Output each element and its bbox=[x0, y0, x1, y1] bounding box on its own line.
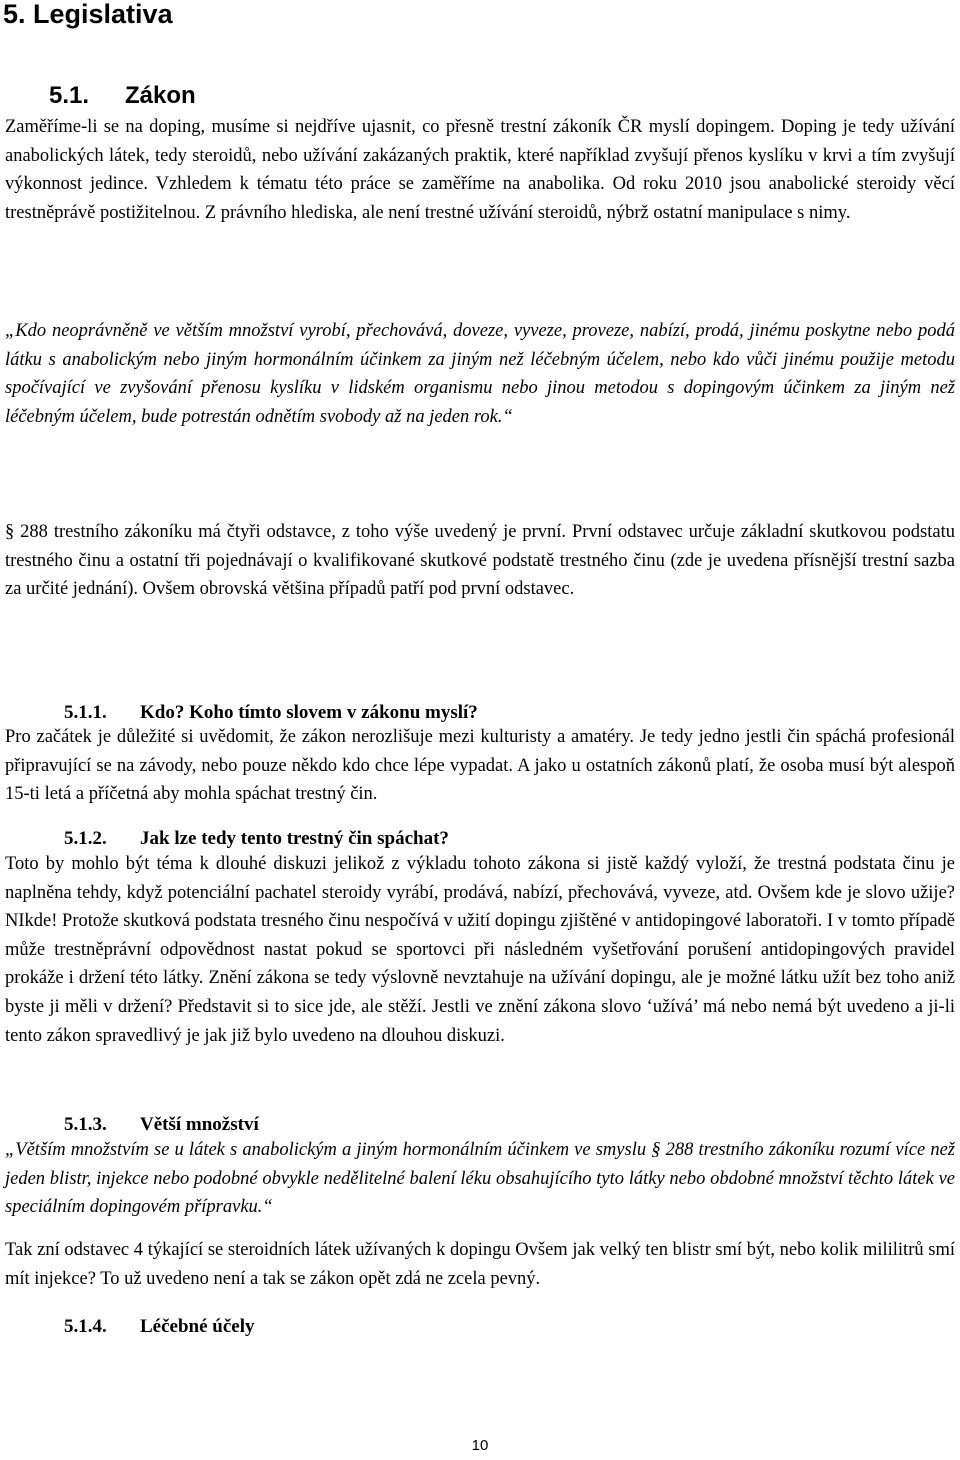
law-quote: „Kdo neoprávněně ve větším množství vyrobí, přechovává, doveze, vyveze, proveze, nabízí, prodá, jinému poskytne nebo podá látku s anabolickým nebo jiným hormonálním účinkem za jiným než léčebným účelem, nebo kdo vůči jinému použije metodu spočívající ve zvyšování přenosu kyslíku v lidském organismu nebo jinou metodou s dopingovým účinkem za jiným než léčebným účelem, bude potrestán odnětím svobody až na jeden rok.“ bbox=[5, 321, 955, 427]
subsection-title: Léčebné účely bbox=[140, 1316, 255, 1337]
who-paragraph: Pro začátek je důležité si uvědomit, že zákon nerozlišuje mezi kulturisty a amatéry. Je tedy jedno jestli čin spáchá profesionál připravující se na závody, nebo pouze někdo kdo chce lépe vypadat. A jako u ostatních zákonů platí, že osoba musí být alespoň 15-ti letá a příčetná aby mohla spáchat trestný čin. bbox=[5, 727, 955, 805]
subsection-title: Jak lze tedy tento trestný čin spáchat? bbox=[140, 828, 449, 849]
subsection-heading-512 bbox=[64, 826, 449, 852]
section-number: 5.1. bbox=[49, 82, 90, 109]
subsection-number: 5.1.4. bbox=[64, 1316, 107, 1337]
chapter-heading: 5. Legislativa bbox=[3, 0, 173, 29]
intro-paragraph: Zaměříme-li se na doping, musíme si nejdříve ujasnit, co přesně trestní zákoník ČR myslí dopingem. Doping je tedy užívání anabolických látek, tedy steroidů, nebo užívání zakázaných praktik, které například zvyšují přenos kyslíku v krvi a tím zvyšují výkonnost jedince. Vzhledem k tématu této práce se zaměříme na anabolika. Od roku 2010 jsou anabolické steroidy věcí trestněprávě postižitelnou. Z právního hlediska, ale není trestné užívání steroidů, nýbrž ostatní manipulace s nimy. bbox=[5, 117, 955, 223]
subsection-title: Kdo? Koho tímto slovem v zákonu myslí? bbox=[140, 702, 478, 723]
how-paragraph: Toto by mohlo být téma k dlouhé diskuzi jelikož z výkladu tohoto zákona si jistě každý vyloží, že trestná podstata činu je naplněna tehdy, když potenciální pachatel steroidy vyrábí, prodává, nabízí, přechovává, vyveze, atd. Ovšem kde je slovo užije? NIkde! Protože skutková podstata tresného činu nespočívá v užití dopingu zjištěné v antidopingové laboratoři. I v tomto případě může trestněprávní odpovědnost nastat pokud se sportovci při následném vyšetřování porušení antidopingových pravidel prokáže i držení této látky. Znění zákona se tedy výslovně nevztahuje na užívání dopingu, ale je možné látku užít bez toho aniž byste ji měli v držení? Představit si to sice jde, ale stěží. Jestli ve znění zákona slovo ‘užívá’ má nebo nemá být uvedeno a ji-li tento zákon spravedlivý je jak již bylo uvedeno na dlouhou diskuzi. bbox=[5, 854, 955, 1046]
section-title: Zákon bbox=[125, 82, 196, 109]
quantity-paragraph: Tak zní odstavec 4 týkající se steroidních látek užívaných k dopingu Ovšem jak velký ten blistr smí být, nebo kolik mililitrů smí mít injekce? To už uvedeno není a tak se zákon opět zdá ne zcela pevný. bbox=[5, 1240, 955, 1289]
subsection-title: Větší množství bbox=[140, 1114, 259, 1135]
page-number: 10 bbox=[471, 1437, 489, 1454]
subsection-number: 5.1.3. bbox=[64, 1114, 107, 1135]
subsection-number: 5.1.2. bbox=[64, 828, 107, 849]
subsection-heading-513 bbox=[64, 1112, 259, 1138]
law-explanation-paragraph: § 288 trestního zákoníku má čtyři odstavce, z toho výše uvedený je první. První odstavec určuje základní skutkovou podstatu trestného činu a ostatní tři pojednávají o kvalifikované skutkové podstatě trestného činu (zde je uvedena přísnější trestní sazba za určité jednání). Ovšem obrovská většina případů patří pod první odstavec. bbox=[5, 522, 955, 600]
subsection-heading-514 bbox=[64, 1314, 255, 1340]
quantity-quote: „Větším množstvím se u látek s anabolickým a jiným hormonálním účinkem ve smyslu § 288 trestního zákoníku rozumí více než jeden blistr, injekce nebo podobné obvykle nedělitelné balení léku obsahujícího tyto látky nebo obdobné množství těchto látek ve speciálním dopingovém přípravku.“ bbox=[5, 1140, 955, 1218]
section-heading bbox=[49, 81, 196, 111]
subsection-number: 5.1.1. bbox=[64, 702, 107, 723]
